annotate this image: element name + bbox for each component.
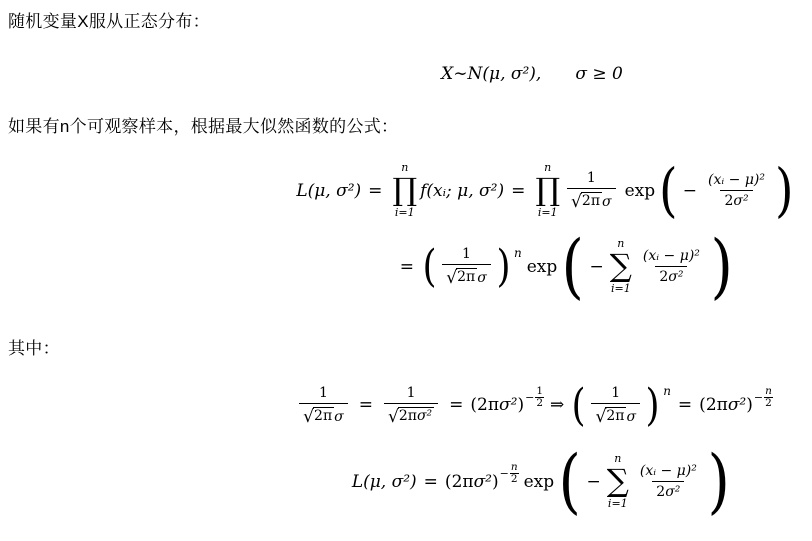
tiny-fraction: [764, 386, 773, 409]
paragraph-normal-distribution: 随机变量X服从正态分布：: [8, 12, 210, 31]
math-one: 1: [536, 384, 544, 397]
math-pi: π: [590, 193, 601, 210]
math-n: n: [510, 461, 518, 474]
sum-lower-limit: i=1: [610, 282, 631, 296]
product-upper-limit: n: [401, 161, 409, 174]
math-L: L(μ, σ²): [351, 471, 417, 492]
math-pi: π: [322, 408, 333, 424]
sum-operator: [610, 237, 632, 296]
denominator: [299, 403, 348, 425]
math-sigma: σ: [334, 408, 344, 425]
math-sigma-squared: σ²: [668, 268, 684, 285]
math-two: 2: [510, 473, 518, 486]
formula-likelihood-line1: [140, 155, 812, 224]
math-one: 1: [406, 385, 416, 401]
equals-sign: =: [368, 180, 383, 201]
math-one: 1: [586, 170, 596, 187]
math-two: 2: [314, 408, 323, 424]
sum-lower-limit: i=1: [607, 497, 628, 511]
superscript-n: n: [513, 245, 522, 260]
equals-sign: =: [449, 395, 464, 416]
denominator: [384, 403, 438, 425]
fraction-gaussian-norm: [567, 171, 616, 210]
square-root: [595, 406, 626, 427]
math-pi: π: [487, 395, 500, 416]
math-two: 2: [477, 395, 488, 416]
minus-sign: −: [586, 471, 601, 492]
math-sigma: σ: [602, 193, 612, 210]
product-lower-limit: i=1: [537, 206, 558, 220]
superscript-n: n: [663, 384, 671, 399]
math-two: 2: [581, 193, 591, 210]
product-symbol: ∏: [535, 171, 561, 208]
right-parenthesis: ): [710, 225, 733, 308]
formula-norm-identity: [128, 379, 812, 431]
math-squared-deviation: (xᵢ − μ)²: [639, 462, 697, 479]
radical-sign: √: [446, 267, 458, 288]
product-symbol: ∏: [392, 171, 418, 208]
numerator: [403, 386, 420, 403]
minus-sign: −: [589, 256, 604, 277]
paragraph-likelihood-intro: 如果有n个可观察样本，根据最大似然函数的公式：: [8, 117, 399, 136]
math-two: 2: [705, 395, 717, 416]
fraction-variance-norm: [384, 386, 438, 425]
right-parenthesis: ): [775, 155, 794, 224]
right-parenthesis: ): [645, 379, 660, 431]
math-density-f: f(xᵢ; μ, σ²): [420, 180, 505, 201]
product-lower-limit: i=1: [394, 206, 415, 220]
math-pi: π: [615, 408, 625, 424]
left-parenthesis: (: [444, 471, 452, 492]
radical-sign: √: [303, 406, 315, 427]
square-root: [571, 191, 602, 212]
left-parenthesis: (: [659, 155, 678, 224]
paragraph-where: 其中：: [8, 339, 60, 358]
left-parenthesis: (: [558, 440, 582, 523]
formula-likelihood-final: [136, 440, 812, 523]
math-sigma-squared: σ²: [499, 395, 518, 416]
denominator: [442, 264, 491, 286]
right-parenthesis: ): [492, 471, 499, 492]
equals-sign: =: [511, 180, 526, 201]
product-operator: [535, 161, 560, 220]
math-sigma-squared: σ²: [727, 395, 747, 416]
denominator: [652, 481, 684, 500]
fraction-exponent-term: [639, 249, 704, 285]
math-sigma-squared: σ²: [473, 471, 492, 492]
math-two: 2: [451, 471, 463, 492]
math-n: n: [765, 384, 772, 397]
formula-normal-distribution: [126, 64, 812, 84]
exponent-minus-half: [525, 386, 544, 409]
radicand: [456, 268, 477, 285]
math-pi: π: [466, 269, 476, 286]
radical-sign: √: [595, 406, 607, 427]
numerator: [639, 249, 704, 266]
left-parenthesis: (: [470, 395, 478, 416]
exponent-minus-n-half: [500, 462, 519, 485]
fraction-gaussian-norm: [442, 247, 491, 286]
radicand: [313, 407, 334, 424]
square-root: [303, 406, 334, 427]
numerator: [636, 464, 701, 481]
square-root: [446, 267, 477, 288]
math-pi: π: [716, 395, 728, 416]
radicand: [581, 192, 602, 209]
math-two: 2: [457, 269, 467, 286]
product-operator: [392, 161, 417, 220]
math-sigma-squared: σ²: [733, 192, 749, 209]
sum-operator: [607, 452, 629, 511]
numerator: [458, 247, 475, 264]
exp-function: exp: [523, 471, 555, 492]
minus-sign: −: [753, 390, 764, 404]
right-parenthesis: ): [517, 395, 525, 416]
math-x-distribution: X∼N(μ, σ²),: [441, 64, 542, 84]
left-parenthesis: (: [422, 240, 437, 292]
left-parenthesis: (: [699, 395, 706, 416]
math-two: 2: [724, 192, 734, 209]
right-parenthesis: ): [746, 395, 753, 416]
radical-sign: √: [571, 191, 582, 212]
tiny-fraction: [510, 462, 519, 485]
math-two: 2: [398, 408, 408, 424]
minus-sign: −: [525, 390, 535, 404]
denominator: [655, 266, 687, 285]
left-parenthesis: (: [571, 379, 586, 431]
math-sigma-squared: σ²: [665, 483, 681, 500]
math-two: 2: [606, 408, 616, 424]
math-two: 2: [659, 268, 669, 285]
radicand: [605, 407, 626, 424]
denominator: [567, 188, 616, 210]
math-L: L(μ, σ²): [296, 180, 362, 201]
math-squared-deviation: (xᵢ − μ)²: [642, 247, 700, 264]
denominator: [720, 190, 752, 209]
math-sigma-condition: σ ≥ 0: [575, 64, 623, 84]
exponent-minus-n-half: [754, 386, 773, 409]
sum-upper-limit: n: [614, 452, 622, 465]
radicand: [398, 407, 434, 424]
math-one: 1: [611, 385, 621, 401]
math-squared-deviation: (xᵢ − μ)²: [708, 171, 766, 188]
denominator: [591, 403, 640, 425]
fraction-gaussian-norm: [299, 386, 348, 425]
numerator: [315, 386, 332, 403]
math-two: 2: [656, 483, 666, 500]
equals-sign: =: [399, 256, 415, 277]
math-sigma: σ: [477, 269, 487, 286]
right-parenthesis: ): [707, 440, 730, 523]
equals-sign: =: [358, 395, 373, 416]
numerator: [704, 173, 769, 190]
radical-sign: √: [387, 406, 399, 427]
math-sigma: σ: [626, 408, 637, 425]
equals-sign: =: [677, 395, 693, 416]
math-pi: π: [462, 471, 474, 492]
numerator: [607, 386, 624, 403]
right-parenthesis: ): [496, 240, 511, 292]
math-one: 1: [462, 246, 471, 263]
math-two: 2: [765, 396, 772, 409]
sum-symbol: ∑: [609, 247, 632, 284]
left-parenthesis: (: [561, 225, 585, 308]
math-two: 2: [536, 396, 544, 409]
sum-upper-limit: n: [617, 237, 625, 250]
math-pi: π: [407, 408, 417, 424]
formula-likelihood-line2: [158, 225, 812, 308]
exp-function: exp: [624, 180, 656, 201]
tiny-fraction: [535, 386, 544, 409]
minus-sign: −: [499, 467, 509, 481]
minus-sign: −: [682, 180, 698, 201]
product-upper-limit: n: [544, 161, 552, 174]
sum-symbol: ∑: [606, 462, 629, 499]
numerator: [583, 171, 600, 188]
square-root: [387, 406, 434, 427]
implies-arrow: ⇒: [550, 395, 565, 416]
fraction-exponent-term: [636, 464, 701, 500]
math-sigma-squared: σ²: [416, 408, 433, 424]
math-one: 1: [318, 385, 328, 401]
equals-sign: =: [423, 471, 438, 492]
fraction-exponent-term: [704, 173, 769, 209]
exp-function: exp: [526, 256, 558, 277]
fraction-gaussian-norm: [591, 386, 640, 425]
